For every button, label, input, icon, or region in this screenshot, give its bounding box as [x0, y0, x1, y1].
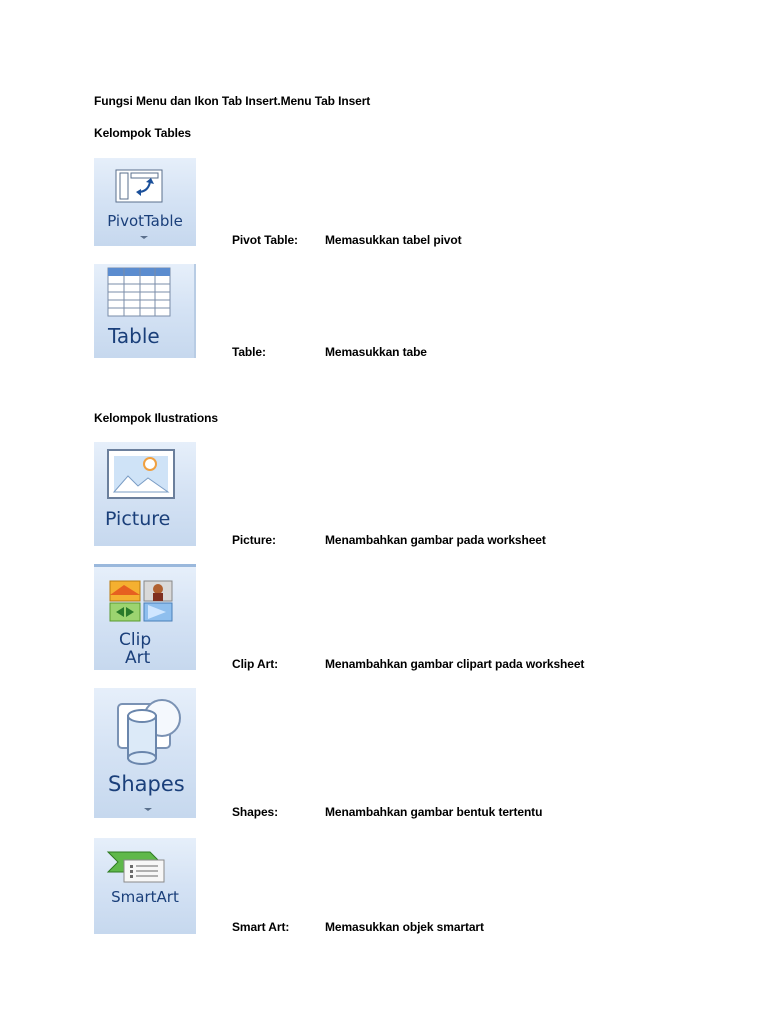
row-desc: Menambahkan gambar pada worksheet [325, 533, 546, 547]
row-term: Table: [232, 345, 266, 359]
smartart-label: SmartArt [111, 888, 179, 906]
clipart-label-2: Art [125, 648, 151, 668]
pivottable-button[interactable] [94, 158, 196, 246]
row-term: Smart Art: [232, 920, 290, 934]
picture-button[interactable] [94, 442, 196, 546]
row-desc: Memasukkan tabel pivot [325, 233, 462, 247]
row-term: Shapes: [232, 805, 278, 819]
pivottable-icon [94, 158, 196, 246]
page-title: Fungsi Menu dan Ikon Tab Insert.Menu Tab Insert [94, 94, 371, 108]
row-desc: Memasukkan objek smartart [325, 920, 484, 934]
smartart-icon [94, 838, 196, 934]
pivottable-label: PivotTable [107, 212, 183, 230]
shapes-button[interactable] [94, 688, 196, 818]
smartart-button[interactable] [94, 838, 196, 934]
table-label: Table [108, 324, 160, 348]
shapes-icon [94, 688, 196, 818]
row-term: Pivot Table: [232, 233, 298, 247]
table-button[interactable] [94, 264, 196, 358]
row-desc: Menambahkan gambar clipart pada worksheet [325, 657, 585, 671]
row-desc: Menambahkan gambar bentuk tertentu [325, 805, 543, 819]
group-heading-illustrations: Kelompok Ilustrations [94, 411, 218, 425]
row-term: Picture: [232, 533, 276, 547]
clipart-button[interactable] [94, 564, 196, 670]
shapes-label: Shapes [108, 772, 185, 796]
row-term: Clip Art: [232, 657, 278, 671]
row-desc: Memasukkan tabe [325, 345, 427, 359]
group-heading-tables: Kelompok Tables [94, 126, 191, 140]
picture-icon [94, 442, 196, 546]
picture-label: Picture [105, 508, 171, 530]
clipart-label-1: Clip [119, 630, 152, 650]
